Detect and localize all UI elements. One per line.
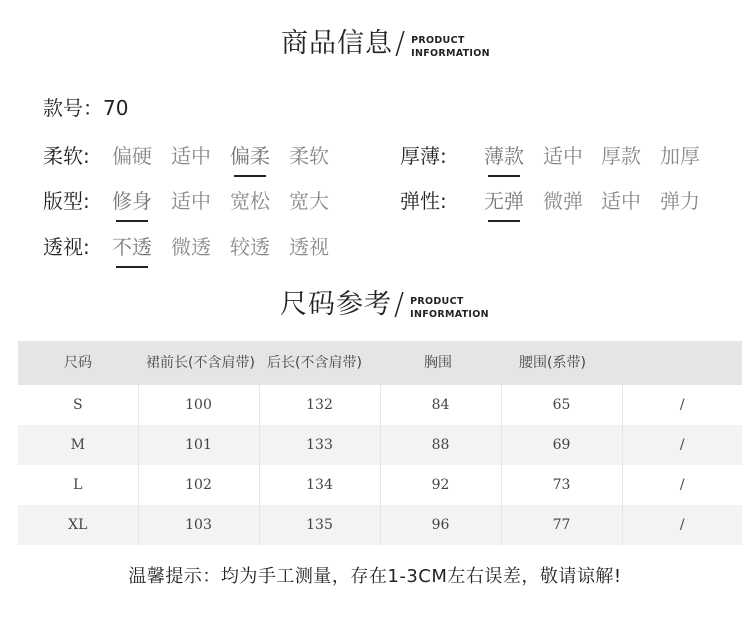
heading-slash: / bbox=[394, 287, 405, 322]
column-header: 尺码 bbox=[18, 341, 138, 385]
column-header: 后长(不含肩带) bbox=[259, 341, 380, 385]
table-cell: 73 bbox=[501, 465, 622, 505]
heading-subtitle: PRODUCT INFORMATION bbox=[410, 296, 489, 320]
table-cell: 132 bbox=[259, 385, 380, 425]
table-cell: / bbox=[622, 425, 742, 465]
table-cell: 102 bbox=[138, 465, 259, 505]
attr-option-selected: 薄款 bbox=[484, 144, 524, 168]
attr-option: 适中 bbox=[543, 144, 583, 168]
table-row bbox=[18, 465, 742, 505]
table-cell: L bbox=[73, 477, 83, 493]
heading-slash: / bbox=[395, 26, 406, 61]
table-cell: 84 bbox=[380, 385, 501, 425]
table-row bbox=[18, 385, 742, 425]
attr-option: 柔软 bbox=[289, 144, 329, 168]
attr-option: 宽松 bbox=[230, 189, 270, 213]
table-cell: 101 bbox=[138, 425, 259, 465]
attr-option-selected: 无弹 bbox=[484, 189, 524, 213]
attr-label: 版型: bbox=[43, 189, 90, 213]
table-cell: / bbox=[622, 465, 742, 505]
table-cell: M bbox=[18, 425, 138, 465]
table-cell: 88 bbox=[380, 425, 501, 465]
column-header: 腰围(系带) bbox=[501, 341, 622, 385]
table-row bbox=[18, 425, 742, 465]
table-cell: / bbox=[622, 385, 742, 425]
size-reference-heading bbox=[0, 288, 750, 338]
column-header: 裙前长(不含肩带) bbox=[138, 341, 259, 385]
attr-option: 加厚 bbox=[660, 144, 700, 168]
attr-label: 厚薄: bbox=[400, 144, 447, 168]
table-cell: / bbox=[622, 505, 742, 545]
attr-option-selected: 修身 bbox=[112, 189, 152, 213]
attr-option: 厚款 bbox=[601, 144, 641, 168]
heading-subtitle: PRODUCT INFORMATION bbox=[411, 35, 490, 59]
table-cell: 103 bbox=[138, 505, 259, 545]
size-reference-title: 尺码参考 bbox=[280, 289, 392, 320]
table-cell: 133 bbox=[259, 425, 380, 465]
table-header-row bbox=[18, 341, 742, 385]
style-number-label: 款号： bbox=[43, 96, 103, 120]
table-cell: 134 bbox=[259, 465, 380, 505]
table-cell: XL bbox=[18, 505, 138, 545]
table-cell: 135 bbox=[259, 505, 380, 545]
product-info-title: 商品信息 bbox=[281, 28, 393, 59]
column-header: 胸围 bbox=[380, 341, 501, 385]
attr-option: 偏硬 bbox=[112, 144, 152, 168]
measurement-tip: 温馨提示：均为手工测量，存在1-3CM左右误差，敬请谅解! bbox=[128, 566, 622, 587]
table-cell: 100 bbox=[138, 385, 259, 425]
attr-option: 微透 bbox=[171, 235, 211, 259]
style-number-value: 70 bbox=[103, 96, 129, 120]
product-info-heading bbox=[0, 27, 750, 77]
attr-label: 透视: bbox=[43, 235, 90, 259]
attr-option: 微弹 bbox=[543, 189, 583, 213]
table-cell: S bbox=[72, 397, 83, 413]
table-row bbox=[18, 505, 742, 545]
size-table bbox=[18, 341, 742, 545]
attr-label: 弹性: bbox=[400, 189, 447, 213]
attr-option: 弹力 bbox=[660, 189, 700, 213]
table-cell: 96 bbox=[380, 505, 501, 545]
attr-option: 适中 bbox=[171, 144, 211, 168]
attr-option-selected: 不透 bbox=[112, 235, 152, 259]
table-cell: 65 bbox=[501, 385, 622, 425]
table-cell: 69 bbox=[501, 425, 622, 465]
attr-option: 宽大 bbox=[289, 189, 329, 213]
attr-option: 透视 bbox=[289, 235, 329, 259]
attr-option-selected: 偏柔 bbox=[230, 144, 270, 168]
attr-label: 柔软: bbox=[43, 144, 90, 168]
table-cell: 92 bbox=[380, 465, 501, 505]
attr-option: 适中 bbox=[171, 189, 211, 213]
attr-option: 适中 bbox=[601, 189, 641, 213]
column-header bbox=[622, 341, 742, 385]
style-number bbox=[43, 92, 128, 121]
attr-option: 较透 bbox=[230, 235, 270, 259]
table-cell: 77 bbox=[501, 505, 622, 545]
